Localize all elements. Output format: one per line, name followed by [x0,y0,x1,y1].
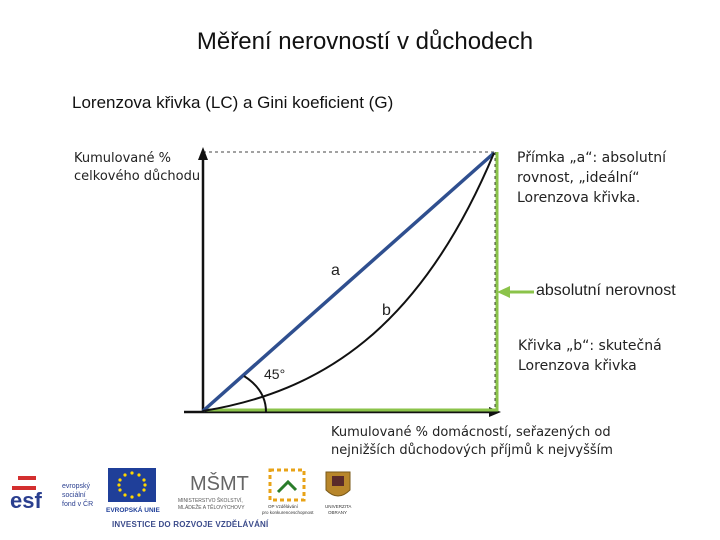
msmt-logo-text: MŠMT [190,473,249,495]
esf-caption-3: fond v ČR [62,501,94,508]
uni-caption-1: UNIVERZITA [325,504,352,509]
absolute-inequality-arrowhead [497,286,510,298]
angle-arc [244,376,266,412]
esf-logo [10,476,93,513]
page-title: Měření nerovností v důchodech [196,28,534,55]
msmt-caption-2: MLÁDEŽE A TĚLOVÝCHOVY [178,505,245,511]
y-axis-label: Kumulované % celkového důchodu [74,151,201,184]
footer-text: INVESTICE DO ROZVOJE VZDĚLÁVÁNÍ [112,520,269,529]
university-logo [325,472,351,515]
line-a [203,153,494,411]
absolute-inequality-label: absolutní nerovnost [536,282,676,299]
angle-label: 45° [264,366,286,382]
x-axis-label: Kumulované % domácností, seřazených od nejnižších důchodových příjmů k nejvyšším [331,425,613,458]
eu-caption: EVROPSKÁ UNIE [106,507,160,514]
line-a-description: Přímka „a“: absolutní rovnost, „ideální“ Lorenzova křivka. [517,150,666,206]
subtitle: Lorenzova křivka (LC) a Gini koeficient (G) [72,93,394,112]
esf-logo-text: esf [10,488,42,513]
label-a: a [331,262,340,279]
msmt-logo [178,472,249,511]
label-b: b [382,302,391,319]
esf-caption-2: sociální [62,492,86,499]
op-caption-1: OP Vzdělávání [268,504,298,509]
msmt-caption-1: MINISTERSTVO ŠKOLSTVÍ, [178,498,243,504]
uni-caption-2: OBRANY [328,510,348,515]
esf-caption-1: evropský [62,483,91,490]
op-vk-logo [262,470,314,515]
curve-b-description: Křivka „b“: skutečná Lorenzova křivka [518,338,662,374]
op-caption-2: pro konkurenceschopnost [262,510,314,515]
eu-flag-logo [106,468,160,514]
